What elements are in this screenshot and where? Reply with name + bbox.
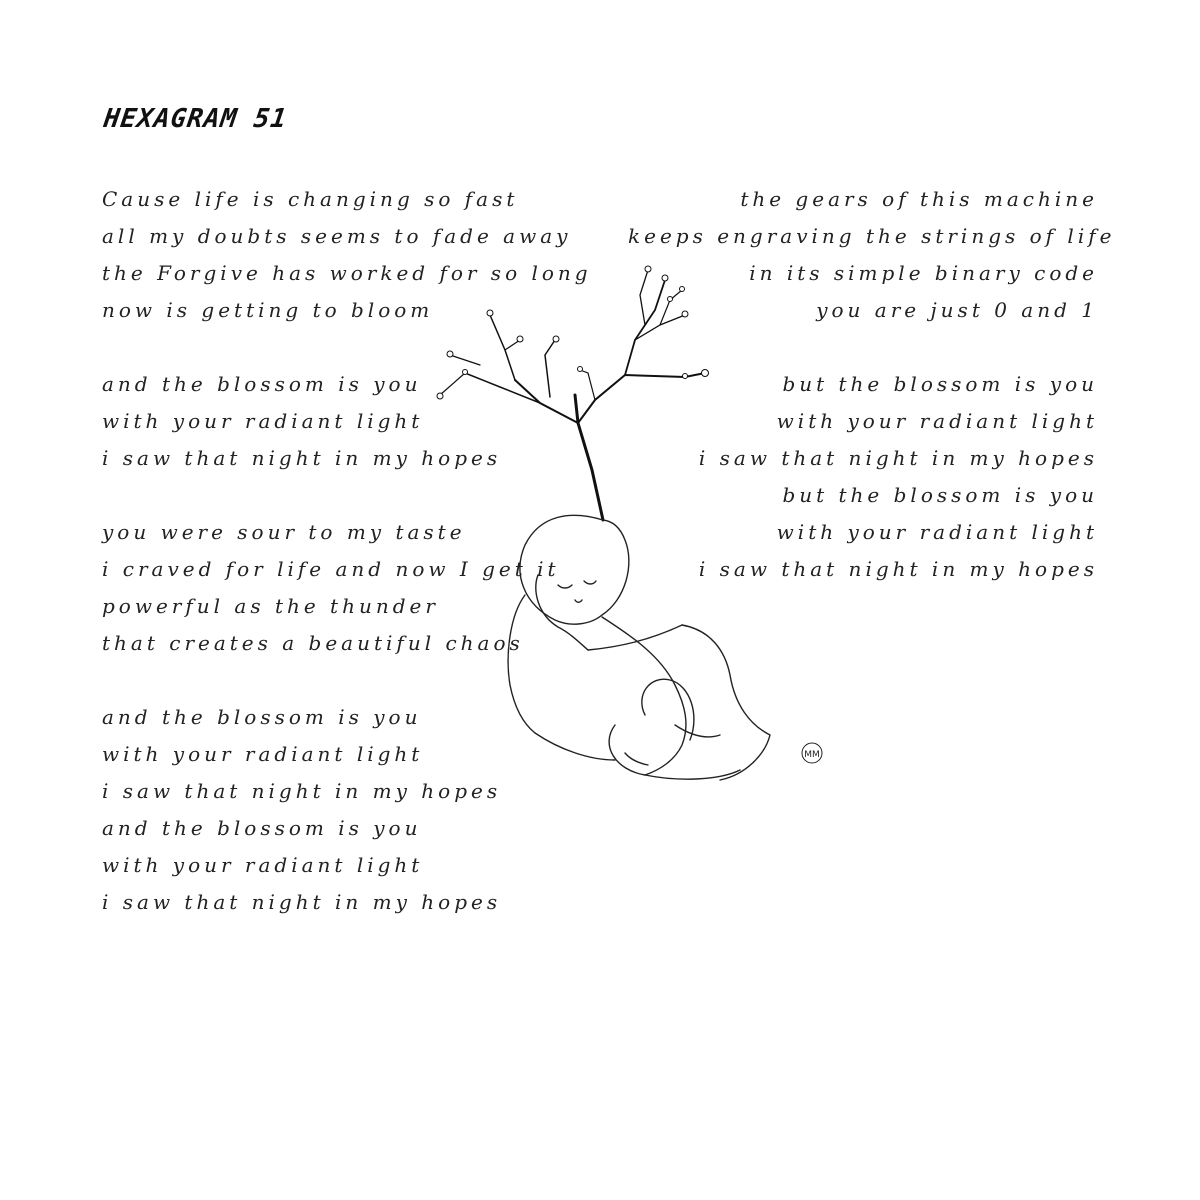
poem-line: Cause life is changing so fast [102,187,519,211]
poem-line: with your radiant light [102,742,424,766]
poem-line: you were sour to my taste [102,520,466,544]
poem-line: but the blossom is you [782,483,1098,507]
poem-line: that creates a beautiful chaos [102,631,524,655]
baby-blossom-illustration [420,255,840,795]
poem-line: i saw that night in my hopes [102,890,502,914]
poem-line: keeps engraving the strings of life [628,224,1116,248]
poem-line: but the blossom is you [782,372,1098,396]
poem-line: and the blossom is you [102,816,422,840]
poem-line: i craved for life and now I get it [102,557,560,581]
poem-line: you are just 0 and 1 [816,298,1098,322]
poem-line: with your radiant light [776,520,1098,544]
poem-line: the Forgive has worked for so long [102,261,592,285]
poem-line: with your radiant light [776,409,1098,433]
poem-line: in its simple binary code [749,261,1098,285]
poem-line: and the blossom is you [102,372,422,396]
blossom-branch [440,270,705,520]
poem-line: all my doubts seems to fade away [102,224,572,248]
poem-line: powerful as the thunder [102,594,439,618]
poem-line: with your radiant light [102,409,424,433]
artist-signature-mark [802,743,822,763]
poem-line: i saw that night in my hopes [698,446,1098,470]
poem-line: the gears of this machine [740,187,1098,211]
svg-text:MM: MM [804,750,820,760]
poem-line: with your radiant light [102,853,424,877]
poem-line: i saw that night in my hopes [698,557,1098,581]
poem-line: now is getting to bloom [102,298,434,322]
poem-line: and the blossom is you [102,705,422,729]
blossom-flowers [437,266,709,399]
poem-title: HEXAGRAM 51 [101,104,290,134]
poem-line: i saw that night in my hopes [102,779,502,803]
poem-line: i saw that night in my hopes [102,446,502,470]
sleeping-baby [508,515,770,780]
